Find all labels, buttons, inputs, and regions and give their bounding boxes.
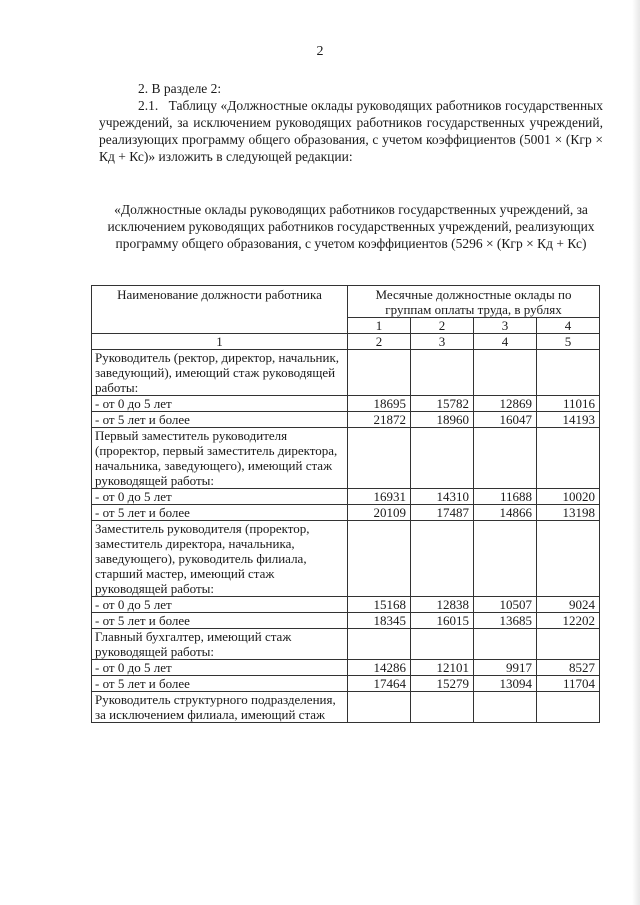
row-salary-value: 12869 [474,396,537,412]
row-salary-value: 12101 [411,660,474,676]
group-number: 4 [537,318,600,334]
row-salary-value [411,350,474,396]
row-position-name: - от 5 лет и более [92,412,348,428]
row-salary-value [537,692,600,723]
header-salary: Месячные должностные оклады по группам оплаты труда, в рублях [348,286,600,318]
table-row [92,428,600,489]
table-row [92,412,600,428]
row-salary-value: 18960 [411,412,474,428]
row-position-name: - от 5 лет и более [92,613,348,629]
row-salary-value: 14286 [348,660,411,676]
row-salary-value: 16931 [348,489,411,505]
row-salary-value: 11016 [537,396,600,412]
row-salary-value: 16047 [474,412,537,428]
row-salary-value [537,428,600,489]
scan-edge [632,0,640,905]
row-salary-value: 13685 [474,613,537,629]
instruction-paragraph [99,97,603,165]
row-salary-value [411,692,474,723]
row-salary-value: 15279 [411,676,474,692]
table-row [92,521,600,597]
row-salary-value: 14866 [474,505,537,521]
row-position-name: - от 0 до 5 лет [92,489,348,505]
row-salary-value [411,428,474,489]
row-salary-value: 10020 [537,489,600,505]
column-number: 3 [411,334,474,350]
row-salary-value: 18345 [348,613,411,629]
table-title: «Должностные оклады руководящих работников государственных учреждений, за исключением руководящих работников государственных учреждений, реализующих программу общего образования, с учетом коэффициентов (5296 × (Кгр × Кд + Кс) [107,202,595,251]
row-salary-value [474,692,537,723]
row-position-name: - от 5 лет и более [92,505,348,521]
instruction-prefix: 2.1. [138,98,159,113]
row-salary-value: 14193 [537,412,600,428]
column-number: 2 [348,334,411,350]
row-position-name: - от 0 до 5 лет [92,660,348,676]
row-salary-value: 14310 [411,489,474,505]
group-number: 2 [411,318,474,334]
table-row [92,597,600,613]
page-number: 2 [316,44,324,59]
row-salary-value: 11688 [474,489,537,505]
table-row [92,505,600,521]
row-position-name: Руководитель (ректор, директор, начальник, заведующий), имеющий стаж руководящей работы: [92,350,348,396]
row-salary-value: 12838 [411,597,474,613]
row-salary-value: 20109 [348,505,411,521]
row-position-name: Руководитель структурного подразделения, за исключением филиала, имеющий стаж [92,692,348,723]
row-salary-value: 9024 [537,597,600,613]
table-row [92,613,600,629]
salary-table [91,285,600,723]
row-salary-value: 17487 [411,505,474,521]
row-salary-value [411,629,474,660]
row-salary-value [537,521,600,597]
row-salary-value: 17464 [348,676,411,692]
row-position-name: - от 5 лет и более [92,676,348,692]
row-salary-value [474,521,537,597]
row-position-name: Главный бухгалтер, имеющий стаж руководящей работы: [92,629,348,660]
column-number: 4 [474,334,537,350]
row-salary-value: 18695 [348,396,411,412]
row-salary-value [348,428,411,489]
table-row [92,676,600,692]
row-salary-value [537,629,600,660]
instruction-text: Таблицу «Должностные оклады руководящих работников государственных учреждений, за исключением руководящих работников государственных учреждений, реализующих программу общего образования, с учетом коэффициентов (5001 × (Кгр × Кд + Кс)» изложить в следующей редакции: [99,98,604,164]
row-salary-value [537,350,600,396]
table-row [92,489,600,505]
row-salary-value: 15782 [411,396,474,412]
row-salary-value: 21872 [348,412,411,428]
table-column-number-row [92,334,600,350]
row-salary-value [348,350,411,396]
column-number: 1 [92,334,348,350]
section-line: 2. В разделе 2: [138,81,222,96]
row-salary-value: 13094 [474,676,537,692]
row-salary-value [348,521,411,597]
row-position-name: - от 0 до 5 лет [92,597,348,613]
group-number: 3 [474,318,537,334]
row-salary-value: 8527 [537,660,600,676]
row-position-name: - от 0 до 5 лет [92,396,348,412]
row-salary-value [474,350,537,396]
header-position-name: Наименование должности работника [92,286,348,334]
row-salary-value [474,629,537,660]
table-row [92,396,600,412]
row-salary-value: 11704 [537,676,600,692]
row-salary-value: 16015 [411,613,474,629]
row-salary-value: 12202 [537,613,600,629]
row-salary-value: 9917 [474,660,537,676]
row-position-name: Первый заместитель руководителя (проректор, первый заместитель директора, начальника, заведующего), имеющий стаж руководящей работы: [92,428,348,489]
row-salary-value: 10507 [474,597,537,613]
table-row [92,350,600,396]
table-row [92,692,600,723]
row-salary-value: 13198 [537,505,600,521]
row-salary-value [348,629,411,660]
row-position-name: Заместитель руководителя (проректор, заместитель директора, начальника, заведующего), руководитель филиала, старший мастер, имеющий стаж руководящей работы: [92,521,348,597]
column-number: 5 [537,334,600,350]
row-salary-value [348,692,411,723]
table-row [92,629,600,660]
row-salary-value [411,521,474,597]
row-salary-value: 15168 [348,597,411,613]
group-number: 1 [348,318,411,334]
table-row [92,660,600,676]
table-header-row [92,286,600,318]
row-salary-value [474,428,537,489]
